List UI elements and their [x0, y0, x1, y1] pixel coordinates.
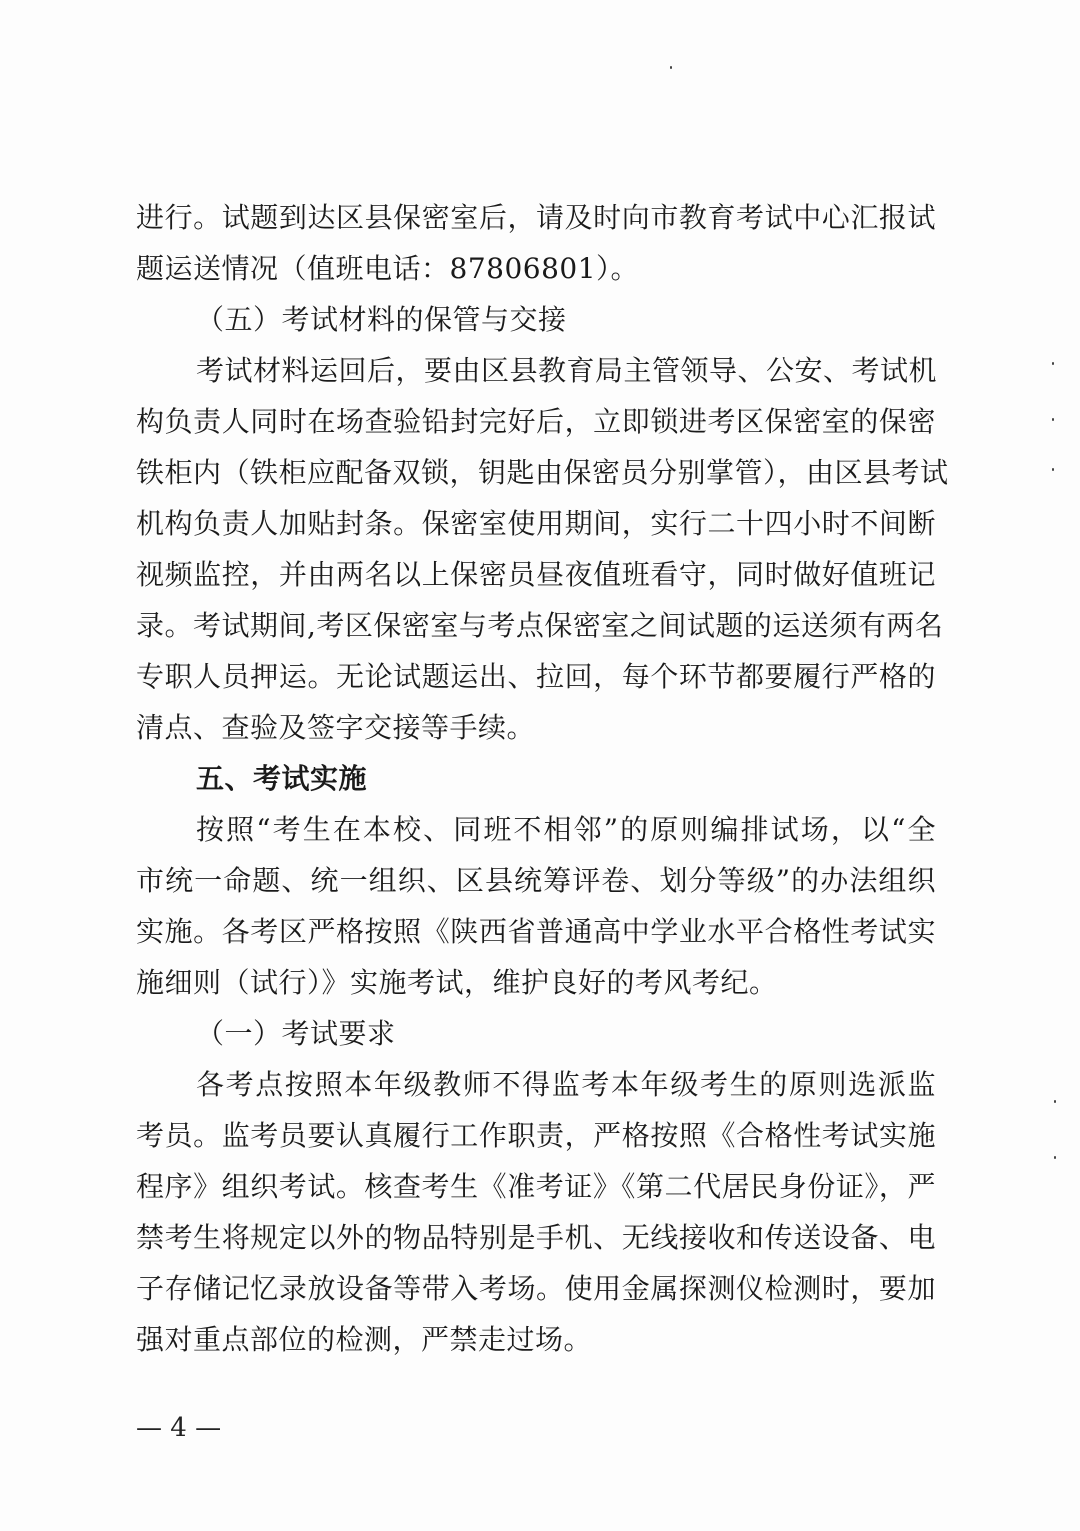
paragraph: [136, 1008, 936, 1059]
paragraph: [136, 804, 936, 1008]
page-number: — 4 —: [136, 1413, 222, 1443]
text-line: 子存储记忆录放设备等带入考场。使用金属探测仪检测时，要加: [136, 1272, 936, 1305]
section-heading: [136, 753, 936, 804]
text-line: 实施。各考区严格按照《陕西省普通高中学业水平合格性考试实: [136, 915, 936, 948]
text-line: 视频监控，并由两名以上保密员昼夜值班看守，同时做好值班记: [136, 558, 936, 591]
scan-speck: [1052, 468, 1054, 471]
text-line: 考员。监考员要认真履行工作职责，严格按照《合格性考试实施: [136, 1119, 936, 1152]
text-line: 强对重点部位的检测，严禁走过场。: [136, 1323, 593, 1356]
text-line: （一）考试要求: [196, 1017, 396, 1050]
text-line: 录。考试期间,考区保密室与考点保密室之间试题的运送须有两名: [136, 609, 944, 642]
paragraph: [136, 1059, 936, 1365]
text-line: 施细则（试行）》实施考试，维护良好的考风考纪。: [136, 966, 778, 999]
text-line: 禁考生将规定以外的物品特别是手机、无线接收和传送设备、电: [136, 1221, 936, 1254]
text-line: 进行。试题到达区县保密室后，请及时向市教育考试中心汇报试: [136, 201, 936, 234]
text-line: 按照“考生在本校、同班不相邻”的原则编排试场，以“全: [196, 813, 936, 846]
paragraph: [136, 345, 949, 753]
scan-speck: [1054, 1156, 1056, 1159]
scan-speck: [1054, 1100, 1056, 1103]
scan-speck: [670, 66, 672, 69]
scan-speck: [1052, 418, 1054, 421]
text-line: （五）考试材料的保管与交接: [196, 303, 567, 336]
text-line: 构负责人同时在场查验铅封完好后，立即锁进考区保密室的保密: [136, 405, 936, 438]
text-line: 题运送情况（值班电话：87806801）。: [136, 252, 640, 285]
paragraph: [136, 294, 936, 345]
text-line: 五、考试实施: [196, 762, 368, 795]
document-body: [136, 192, 949, 1365]
text-line: 市统一命题、统一组织、区县统筹评卷、划分等级”的办法组织: [136, 864, 936, 897]
scan-speck: [1052, 362, 1054, 365]
text-line: 各考点按照本年级教师不得监考本年级考生的原则选派监: [196, 1068, 936, 1101]
text-line: 机构负责人加贴封条。保密室使用期间，实行二十四小时不间断: [136, 507, 936, 540]
text-line: 铁柜内（铁柜应配备双锁，钥匙由保密员分别掌管），由区县考试: [136, 456, 949, 489]
paragraph: [136, 192, 936, 294]
text-line: 清点、查验及签字交接等手续。: [136, 711, 536, 744]
text-line: 程序》组织考试。核查考生《准考证》《第二代居民身份证》，严: [136, 1170, 936, 1203]
text-line: 专职人员押运。无论试题运出、拉回，每个环节都要履行严格的: [136, 660, 936, 693]
text-line: 考试材料运回后，要由区县教育局主管领导、公安、考试机: [196, 354, 938, 387]
